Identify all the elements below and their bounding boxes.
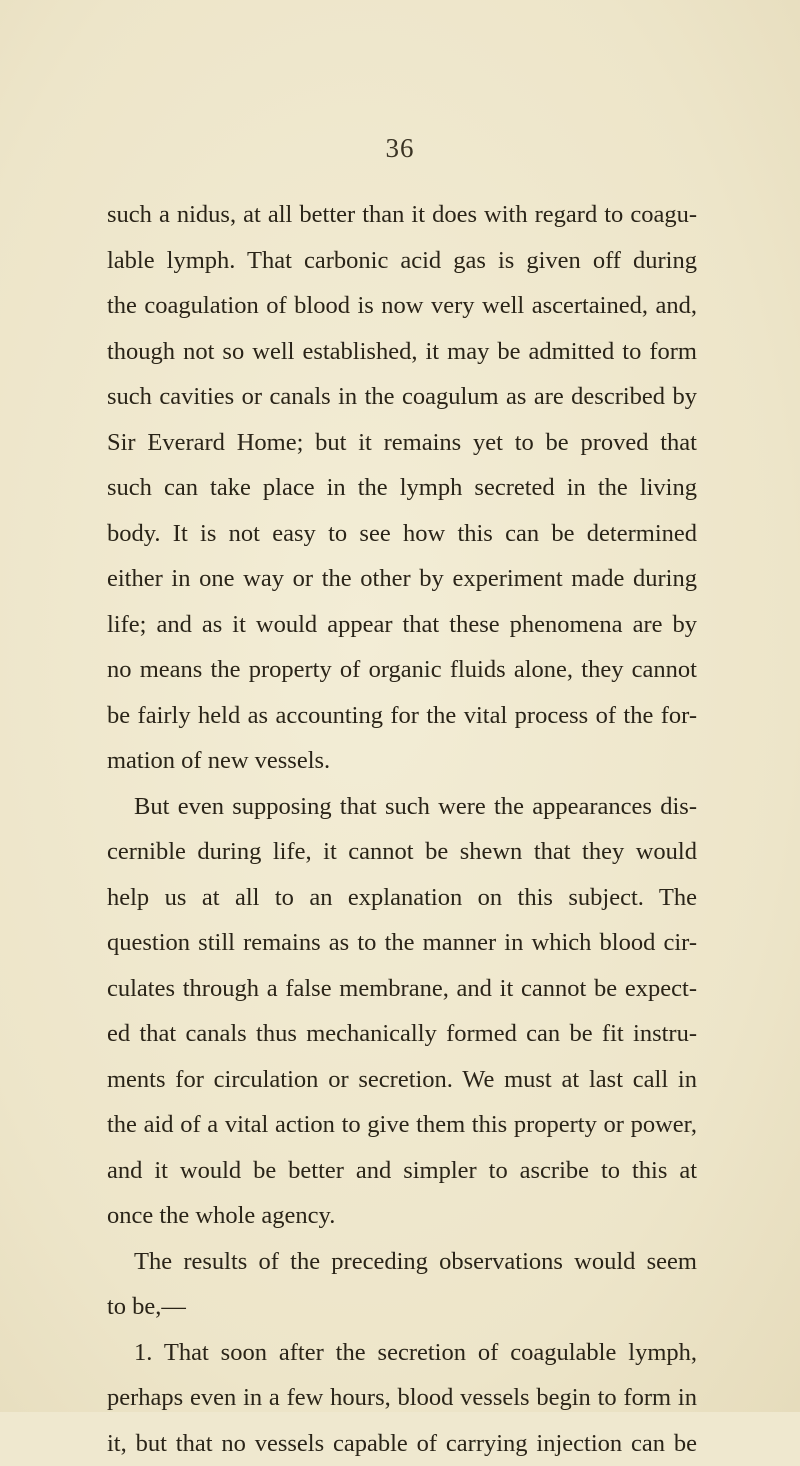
text-line: be fairly held as accounting for the vital process of the for-: [107, 693, 697, 739]
text-line: lable lymph. That carbonic acid gas is given off during: [107, 238, 697, 284]
text-line: no means the property of organic fluids alone, they cannot: [107, 647, 697, 693]
text-line: The results of the preceding observations would seem: [107, 1239, 697, 1285]
text-line: such cavities or canals in the coagulum as are described by: [107, 374, 697, 420]
text-line: ed that canals thus mechanically formed can be fit instru-: [107, 1011, 697, 1057]
page-number: 36: [0, 133, 800, 164]
text-line: and it would be better and simpler to ascribe to this at: [107, 1148, 697, 1194]
text-line: either in one way or the other by experiment made during: [107, 556, 697, 602]
text-line: Sir Everard Home; but it remains yet to be proved that: [107, 420, 697, 466]
text-line: the coagulation of blood is now very well ascertained, and,: [107, 283, 697, 329]
text-line: it, but that no vessels capable of carrying injection can be: [107, 1421, 697, 1466]
text-line: such can take place in the lymph secreted in the living: [107, 465, 697, 511]
text-line: the aid of a vital action to give them this property or power,: [107, 1102, 697, 1148]
body-text: [107, 192, 697, 1466]
text-line: 1. That soon after the secretion of coagulable lymph,: [107, 1330, 697, 1376]
text-line: to be,—: [107, 1284, 697, 1330]
text-line: life; and as it would appear that these phenomena are by: [107, 602, 697, 648]
text-line: perhaps even in a few hours, blood vessels begin to form in: [107, 1375, 697, 1421]
text-line: once the whole agency.: [107, 1193, 697, 1239]
text-line: body. It is not easy to see how this can be determined: [107, 511, 697, 557]
text-line: though not so well established, it may be admitted to form: [107, 329, 697, 375]
text-line: But even supposing that such were the appearances dis-: [107, 784, 697, 830]
text-line: such a nidus, at all better than it does with regard to coagu-: [107, 192, 697, 238]
text-line: mation of new vessels.: [107, 738, 697, 784]
text-line: ments for circulation or secretion. We must at last call in: [107, 1057, 697, 1103]
text-line: culates through a false membrane, and it cannot be expect-: [107, 966, 697, 1012]
text-line: question still remains as to the manner in which blood cir-: [107, 920, 697, 966]
text-line: help us at all to an explanation on this subject. The: [107, 875, 697, 921]
text-line: cernible during life, it cannot be shewn that they would: [107, 829, 697, 875]
